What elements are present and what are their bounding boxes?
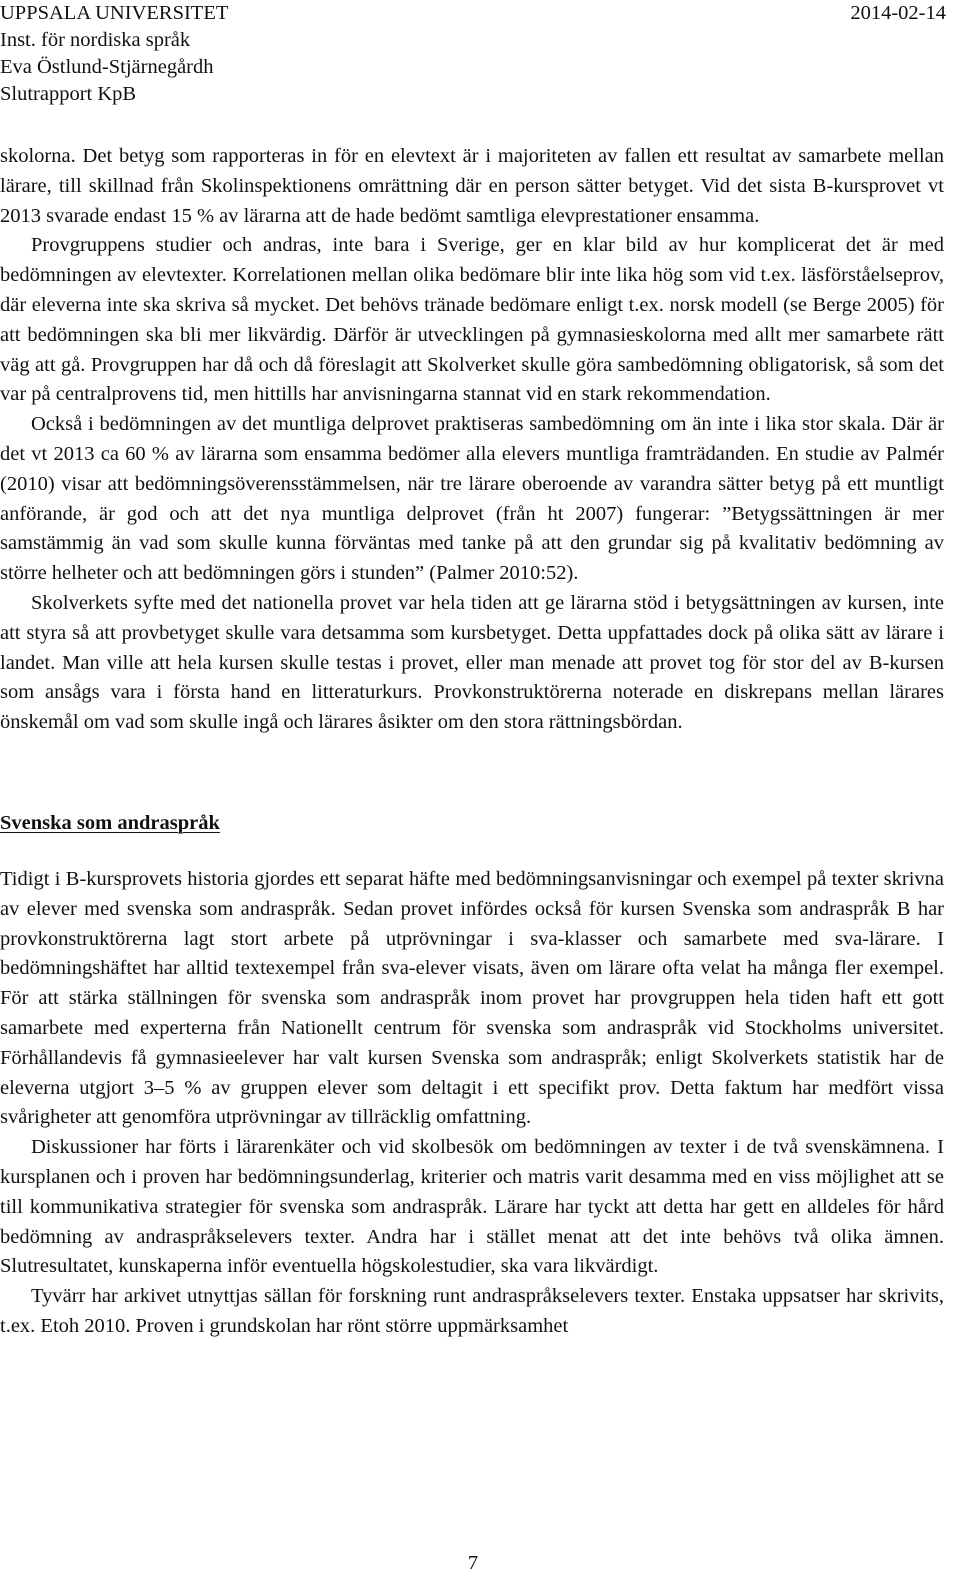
paragraph: skolorna. Det betyg som rapporteras in för en elevtext är i majoriteten av fallen ett resultat av samarbete mellan lärare, till skillnad från Skolinspektionens omrättning där en person sätter betyget. Vid det sista B-kursprovet vt 2013 svarade endast 15 % av lärarna att de hade bedömt samtliga elevprestationer ensamma. xyxy=(0,145,944,227)
page-header xyxy=(0,0,946,108)
paragraph: Skolverkets syfte med det nationella provet var hela tiden att ge lärarna stöd i betygsättningen av kursen, inte att styra så att provbetyget skulle vara detsamma som kursbetyget. Detta uppfattades dock på olika sätt av lärare i landet. Man ville att hela kursen skulle testas i provet, eller man menade att provet tog för stor del av B-kursen som ansågs vara i första hand en litteraturkurs. Provkonstruktörerna noterade en diskrepans mellan lärares önskemål om vad som skulle ingå och lärares åsikter om den stora rättningsbördan. xyxy=(0,591,944,734)
paragraph: Tyvärr har arkivet utnyttjas sällan för forskning runt andraspråkselevers texter. Enstaka uppsatser har skrivits, t.ex. Etoh 2010. Proven i grundskolan har rönt större uppmärksamhet xyxy=(0,1285,944,1337)
header-author: Eva Östlund-Stjärnegårdh xyxy=(0,56,214,78)
paragraph: Provgruppens studier och andras, inte bara i Sverige, ger en klar bild av hur komplicerat det är med bedömningen av elevtexter. Korrelationen mellan olika bedömare blir inte lika hög som vid t.ex. läsförståelseprov, där eleverna inte ska skriva så mycket. Det behövs tränade bedömare enligt t.ex. norsk modell (se Berge 2005) för att bedömningen ska bli mer likvärdig. Därför är utvecklingen på gymnasieskolorna med allt mer samarbete rätt väg att gå. Provgruppen har då och då föreslagit att Skolverket skulle göra sambedömning obligatorisk, så som det var på centralprovens tid, men hittills har anvisningarna stannat vid en stark rekommendation. xyxy=(0,234,944,406)
paragraph: Också i bedömningen av det muntliga delprovet praktiseras sambedömning om än inte i lika stor skala. Där är det vt 2013 ca 60 % av lärarna som ensamma bedömer alla elevers muntliga framträdanden. En studie av Palmér (2010) visar att bedömningsöverensstämmelsen, när tre lärare oberoende av varandra sätter betyg på ett muntligt anförande, är god och att det nya muntliga delprovet (från ht 2007) fungerar: ”Betygssättningen är mer samstämmig än vad som skulle kunna förväntas med tanke på att den grundar sig på kvalitativ bedömning av större helheter och att bedömningen görs i stunden” (Palmer 2010:52). xyxy=(0,413,944,585)
header-institution: Inst. för nordiska språk xyxy=(0,29,191,51)
paragraph: Diskussioner har förts i lärarenkäter och vid skolbesök om bedömningen av texter i de två svenskämnena. I kursplanen och i proven har bedömningsunderlag, kriterier och matris varit desamma med en viss möjlighet att se till kommunikativa strategier för svenska som andraspråk. Lärare har tyckt att detta har gett en alldeles för hård bedömning av andraspråkselevers texter. Andra har i stället menat att det inte behövs två olika ämnen. Slutresultatet, kunskaperna inför eventuella högskolestudier, ska vara likvärdigt. xyxy=(0,1136,944,1278)
header-report-title: Slutrapport KpB xyxy=(0,83,137,105)
page-number: 7 xyxy=(467,1552,479,1574)
header-university: UPPSALA UNIVERSITET xyxy=(0,2,229,24)
header-date: 2014-02-14 xyxy=(850,2,946,24)
section-heading: Svenska som andraspråk xyxy=(0,811,220,834)
paragraph: Tidigt i B-kursprovets historia gjordes ett separat häfte med bedömningsanvisningar och exempel på texter skrivna av elever med svenska som andraspråk. Sedan provet infördes också för kursen Svenska som andraspråk B har provkonstruktörerna lagt stort arbete på utprövningar i sva-klasser och samarbete med sva-lärare. I bedömningshäftet har alltid textexempel från sva-elever visats, även om lärare ofta velat ha många fler exempel. För att stärka ställningen för svenska som andraspråk inom provet har provgruppen hela tiden haft ett gott samarbete med experterna från Nationellt centrum för svenska som andraspråk vid Stockholms universitet. Förhållandevis få gymnasieelever har valt kursen Svenska som andraspråk; enligt Skolverkets statistik har de eleverna utgjort 3–5 % av gruppen elever som deltagit i ett specifikt prov. Detta faktum har medfört vissa svårigheter att genomföra utprövningar av tillräcklig omfattning. xyxy=(0,867,944,1129)
body-text xyxy=(0,142,944,1342)
